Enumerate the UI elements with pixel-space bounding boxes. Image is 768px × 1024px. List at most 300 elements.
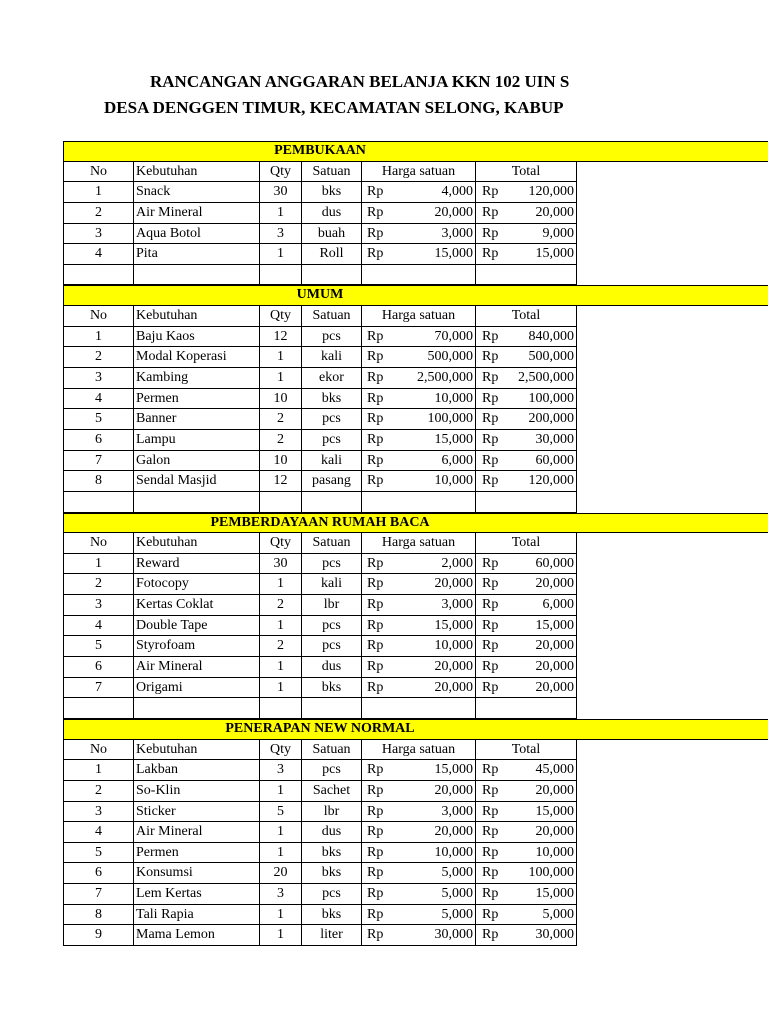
currency-cell[interactable]: Rp [475, 678, 501, 699]
unit-price-cell[interactable]: 100,000 [387, 409, 475, 430]
item-unit-cell[interactable]: ekor [301, 368, 361, 389]
total-cell[interactable]: 20,000 [501, 574, 577, 595]
currency-cell[interactable]: Rp [361, 884, 387, 905]
unit-price-cell[interactable]: 30,000 [387, 925, 475, 946]
header-kebutuhan: Kebutuhan [133, 533, 259, 554]
unit-price-cell[interactable]: 500,000 [387, 347, 475, 368]
section-header-row [63, 719, 768, 740]
table-row [63, 451, 768, 472]
currency-cell[interactable]: Rp [475, 182, 501, 203]
item-number-cell[interactable]: 3 [63, 224, 133, 245]
empty-cell[interactable] [361, 492, 475, 513]
item-number-cell[interactable]: 2 [63, 347, 133, 368]
item-qty-cell[interactable]: 3 [259, 224, 301, 245]
item-name-cell[interactable]: Permen [133, 389, 259, 410]
item-qty-cell[interactable]: 1 [259, 347, 301, 368]
total-cell[interactable]: 15,000 [501, 244, 577, 265]
item-qty-cell[interactable]: 2 [259, 636, 301, 657]
header-kebutuhan: Kebutuhan [133, 162, 259, 183]
item-unit-cell[interactable]: bks [301, 843, 361, 864]
item-qty-cell[interactable]: 2 [259, 409, 301, 430]
total-cell[interactable]: 20,000 [501, 822, 577, 843]
header-qty: Qty [259, 306, 301, 327]
item-unit-cell[interactable]: bks [301, 863, 361, 884]
item-qty-cell[interactable]: 1 [259, 822, 301, 843]
total-cell[interactable]: 200,000 [501, 409, 577, 430]
item-qty-cell[interactable]: 3 [259, 760, 301, 781]
currency-cell[interactable]: Rp [475, 430, 501, 451]
currency-cell[interactable]: Rp [361, 595, 387, 616]
unit-price-cell[interactable]: 10,000 [387, 843, 475, 864]
header-harga-satuan: Harga satuan [361, 533, 475, 554]
item-unit-cell[interactable]: pcs [301, 409, 361, 430]
currency-cell[interactable]: Rp [475, 843, 501, 864]
item-number-cell[interactable]: 4 [63, 389, 133, 410]
section-header-row [63, 141, 768, 162]
item-qty-cell[interactable]: 1 [259, 203, 301, 224]
empty-cell[interactable] [301, 492, 361, 513]
item-name-cell[interactable]: Double Tape [133, 616, 259, 637]
total-cell[interactable]: 100,000 [501, 389, 577, 410]
header-total: Total [475, 533, 577, 554]
item-unit-cell[interactable]: pcs [301, 554, 361, 575]
table-row [63, 616, 768, 637]
unit-price-cell[interactable]: 3,000 [387, 224, 475, 245]
total-cell[interactable]: 20,000 [501, 657, 577, 678]
document-subtitle: DESA DENGGEN TIMUR, KECAMATAN SELONG, KABUP [104, 98, 564, 117]
item-qty-cell[interactable]: 30 [259, 182, 301, 203]
item-unit-cell[interactable]: lbr [301, 595, 361, 616]
empty-cell[interactable] [475, 265, 577, 286]
currency-cell[interactable]: Rp [475, 616, 501, 637]
item-qty-cell[interactable]: 1 [259, 574, 301, 595]
table-row [63, 802, 768, 823]
currency-cell[interactable]: Rp [475, 347, 501, 368]
blank-row [63, 492, 768, 513]
item-number-cell[interactable]: 7 [63, 678, 133, 699]
unit-price-cell[interactable]: 2,000 [387, 554, 475, 575]
currency-cell[interactable]: Rp [475, 554, 501, 575]
item-name-cell[interactable]: Air Mineral [133, 822, 259, 843]
item-number-cell[interactable]: 1 [63, 327, 133, 348]
header-qty: Qty [259, 740, 301, 761]
currency-cell[interactable]: Rp [361, 678, 387, 699]
item-name-cell[interactable]: Aqua Botol [133, 224, 259, 245]
currency-cell[interactable]: Rp [361, 822, 387, 843]
section-title: UMUM [296, 287, 344, 303]
empty-cell[interactable] [301, 698, 361, 719]
item-unit-cell[interactable]: Sachet [301, 781, 361, 802]
currency-cell[interactable]: Rp [475, 595, 501, 616]
currency-cell[interactable]: Rp [361, 327, 387, 348]
item-unit-cell[interactable]: bks [301, 182, 361, 203]
item-number-cell[interactable]: 6 [63, 657, 133, 678]
empty-cell[interactable] [301, 265, 361, 286]
header-kebutuhan: Kebutuhan [133, 306, 259, 327]
item-name-cell[interactable]: Lakban [133, 760, 259, 781]
item-number-cell[interactable]: 3 [63, 802, 133, 823]
item-name-cell[interactable]: Mama Lemon [133, 925, 259, 946]
item-number-cell[interactable]: 3 [63, 595, 133, 616]
section-header-row [63, 513, 768, 534]
total-cell[interactable]: 120,000 [501, 471, 577, 492]
header-harga-satuan: Harga satuan [361, 162, 475, 183]
empty-cell[interactable] [133, 265, 259, 286]
currency-cell[interactable]: Rp [475, 925, 501, 946]
total-cell[interactable]: 20,000 [501, 678, 577, 699]
table-row [63, 368, 768, 389]
table-row [63, 203, 768, 224]
header-no: No [63, 740, 133, 761]
table-row [63, 574, 768, 595]
table-row [63, 554, 768, 575]
table-row [63, 905, 768, 926]
unit-price-cell[interactable]: 20,000 [387, 678, 475, 699]
item-number-cell[interactable]: 1 [63, 182, 133, 203]
item-number-cell[interactable]: 4 [63, 822, 133, 843]
unit-price-cell[interactable]: 6,000 [387, 451, 475, 472]
total-cell[interactable]: 500,000 [501, 347, 577, 368]
item-name-cell[interactable]: Kertas Coklat [133, 595, 259, 616]
item-name-cell[interactable]: Permen [133, 843, 259, 864]
item-number-cell[interactable]: 1 [63, 554, 133, 575]
table-row [63, 347, 768, 368]
currency-cell[interactable]: Rp [361, 347, 387, 368]
unit-price-cell[interactable]: 20,000 [387, 781, 475, 802]
currency-cell[interactable]: Rp [361, 802, 387, 823]
item-qty-cell[interactable]: 1 [259, 678, 301, 699]
currency-cell[interactable]: Rp [475, 224, 501, 245]
header-qty: Qty [259, 162, 301, 183]
unit-price-cell[interactable]: 20,000 [387, 203, 475, 224]
item-qty-cell[interactable]: 30 [259, 554, 301, 575]
header-no: No [63, 306, 133, 327]
unit-price-cell[interactable]: 20,000 [387, 822, 475, 843]
unit-price-cell[interactable]: 70,000 [387, 327, 475, 348]
item-name-cell[interactable]: Reward [133, 554, 259, 575]
item-number-cell[interactable]: 8 [63, 905, 133, 926]
item-qty-cell[interactable]: 1 [259, 657, 301, 678]
empty-cell[interactable] [63, 698, 133, 719]
column-header-row [63, 306, 768, 327]
item-number-cell[interactable]: 2 [63, 203, 133, 224]
total-cell[interactable]: 9,000 [501, 224, 577, 245]
item-unit-cell[interactable]: bks [301, 678, 361, 699]
header-satuan: Satuan [301, 533, 361, 554]
unit-price-cell[interactable]: 2,500,000 [387, 368, 475, 389]
empty-cell[interactable] [63, 265, 133, 286]
table-row [63, 843, 768, 864]
currency-cell[interactable]: Rp [361, 368, 387, 389]
item-qty-cell[interactable]: 12 [259, 471, 301, 492]
currency-cell[interactable]: Rp [475, 327, 501, 348]
currency-cell[interactable]: Rp [475, 471, 501, 492]
item-qty-cell[interactable]: 1 [259, 368, 301, 389]
table-row [63, 657, 768, 678]
item-qty-cell[interactable]: 1 [259, 905, 301, 926]
header-total: Total [475, 306, 577, 327]
item-number-cell[interactable]: 3 [63, 368, 133, 389]
currency-cell[interactable]: Rp [361, 574, 387, 595]
item-unit-cell[interactable]: bks [301, 905, 361, 926]
item-qty-cell[interactable]: 2 [259, 430, 301, 451]
currency-cell[interactable]: Rp [361, 905, 387, 926]
item-unit-cell[interactable]: pcs [301, 884, 361, 905]
currency-cell[interactable]: Rp [361, 616, 387, 637]
item-name-cell[interactable]: Baju Kaos [133, 327, 259, 348]
empty-cell[interactable] [475, 698, 577, 719]
item-unit-cell[interactable]: liter [301, 925, 361, 946]
table-row [63, 430, 768, 451]
item-qty-cell[interactable]: 1 [259, 244, 301, 265]
unit-price-cell[interactable]: 5,000 [387, 863, 475, 884]
total-cell[interactable]: 15,000 [501, 802, 577, 823]
empty-cell[interactable] [133, 492, 259, 513]
empty-cell[interactable] [475, 492, 577, 513]
item-unit-cell[interactable]: Roll [301, 244, 361, 265]
header-harga-satuan: Harga satuan [361, 740, 475, 761]
item-name-cell[interactable]: Origami [133, 678, 259, 699]
currency-cell[interactable]: Rp [361, 451, 387, 472]
item-number-cell[interactable]: 1 [63, 760, 133, 781]
item-qty-cell[interactable]: 1 [259, 925, 301, 946]
item-number-cell[interactable]: 6 [63, 863, 133, 884]
item-name-cell[interactable]: Sticker [133, 802, 259, 823]
item-qty-cell[interactable]: 1 [259, 843, 301, 864]
item-name-cell[interactable]: Modal Koperasi [133, 347, 259, 368]
total-cell[interactable]: 100,000 [501, 863, 577, 884]
item-unit-cell[interactable]: dus [301, 657, 361, 678]
item-name-cell[interactable]: Pita [133, 244, 259, 265]
item-number-cell[interactable]: 2 [63, 781, 133, 802]
table-row [63, 678, 768, 699]
item-qty-cell[interactable]: 1 [259, 616, 301, 637]
table-row [63, 409, 768, 430]
item-name-cell[interactable]: Konsumsi [133, 863, 259, 884]
currency-cell[interactable]: Rp [475, 451, 501, 472]
item-name-cell[interactable]: Galon [133, 451, 259, 472]
unit-price-cell[interactable]: 3,000 [387, 595, 475, 616]
item-name-cell[interactable]: Lem Kertas [133, 884, 259, 905]
unit-price-cell[interactable]: 20,000 [387, 657, 475, 678]
empty-cell[interactable] [259, 265, 301, 286]
header-satuan: Satuan [301, 306, 361, 327]
item-qty-cell[interactable]: 10 [259, 451, 301, 472]
header-no: No [63, 533, 133, 554]
unit-price-cell[interactable]: 5,000 [387, 884, 475, 905]
item-number-cell[interactable]: 5 [63, 843, 133, 864]
blank-row [63, 265, 768, 286]
currency-cell[interactable]: Rp [475, 244, 501, 265]
item-unit-cell[interactable]: dus [301, 822, 361, 843]
total-cell[interactable]: 30,000 [501, 430, 577, 451]
header-satuan: Satuan [301, 162, 361, 183]
unit-price-cell[interactable]: 15,000 [387, 616, 475, 637]
item-name-cell[interactable]: Lampu [133, 430, 259, 451]
item-number-cell[interactable]: 7 [63, 451, 133, 472]
column-header-row [63, 533, 768, 554]
currency-cell[interactable]: Rp [361, 430, 387, 451]
item-unit-cell[interactable]: kali [301, 451, 361, 472]
item-unit-cell[interactable]: kali [301, 347, 361, 368]
unit-price-cell[interactable]: 4,000 [387, 182, 475, 203]
item-qty-cell[interactable]: 5 [259, 802, 301, 823]
item-unit-cell[interactable]: pcs [301, 616, 361, 637]
total-cell[interactable]: 2,500,000 [501, 368, 577, 389]
table-row [63, 863, 768, 884]
table-row [63, 244, 768, 265]
item-qty-cell[interactable]: 12 [259, 327, 301, 348]
item-unit-cell[interactable]: bks [301, 389, 361, 410]
header-harga-satuan: Harga satuan [361, 306, 475, 327]
currency-cell[interactable]: Rp [361, 409, 387, 430]
total-cell[interactable]: 60,000 [501, 451, 577, 472]
empty-cell[interactable] [63, 492, 133, 513]
unit-price-cell[interactable]: 15,000 [387, 760, 475, 781]
item-name-cell[interactable]: So-Klin [133, 781, 259, 802]
currency-cell[interactable]: Rp [361, 389, 387, 410]
unit-price-cell[interactable]: 10,000 [387, 389, 475, 410]
currency-cell[interactable]: Rp [475, 905, 501, 926]
item-qty-cell[interactable]: 2 [259, 595, 301, 616]
currency-cell[interactable]: Rp [475, 822, 501, 843]
empty-cell[interactable] [361, 265, 475, 286]
item-number-cell[interactable]: 7 [63, 884, 133, 905]
item-unit-cell[interactable]: kali [301, 574, 361, 595]
total-cell[interactable]: 15,000 [501, 616, 577, 637]
total-cell[interactable]: 5,000 [501, 905, 577, 926]
item-name-cell[interactable]: Banner [133, 409, 259, 430]
item-number-cell[interactable]: 6 [63, 430, 133, 451]
table-row [63, 760, 768, 781]
currency-cell[interactable]: Rp [361, 760, 387, 781]
empty-cell[interactable] [259, 492, 301, 513]
item-number-cell[interactable]: 5 [63, 409, 133, 430]
item-number-cell[interactable]: 8 [63, 471, 133, 492]
item-name-cell[interactable]: Sendal Masjid [133, 471, 259, 492]
item-name-cell[interactable]: Air Mineral [133, 203, 259, 224]
currency-cell[interactable]: Rp [475, 203, 501, 224]
currency-cell[interactable]: Rp [361, 203, 387, 224]
total-cell[interactable]: 6,000 [501, 595, 577, 616]
total-cell[interactable]: 15,000 [501, 884, 577, 905]
unit-price-cell[interactable]: 15,000 [387, 430, 475, 451]
total-cell[interactable]: 60,000 [501, 554, 577, 575]
table-row [63, 327, 768, 348]
total-cell[interactable]: 20,000 [501, 636, 577, 657]
item-number-cell[interactable]: 9 [63, 925, 133, 946]
currency-cell[interactable]: Rp [475, 884, 501, 905]
item-name-cell[interactable]: Air Mineral [133, 657, 259, 678]
currency-cell[interactable]: Rp [475, 657, 501, 678]
item-number-cell[interactable]: 5 [63, 636, 133, 657]
currency-cell[interactable]: Rp [475, 574, 501, 595]
currency-cell[interactable]: Rp [361, 863, 387, 884]
currency-cell[interactable]: Rp [361, 843, 387, 864]
table-row [63, 636, 768, 657]
currency-cell[interactable]: Rp [475, 409, 501, 430]
total-cell[interactable]: 45,000 [501, 760, 577, 781]
item-unit-cell[interactable]: pcs [301, 327, 361, 348]
section-header-row [63, 285, 768, 306]
item-unit-cell[interactable]: pasang [301, 471, 361, 492]
item-name-cell[interactable]: Fotocopy [133, 574, 259, 595]
item-name-cell[interactable]: Tali Rapia [133, 905, 259, 926]
header-qty: Qty [259, 533, 301, 554]
currency-cell[interactable]: Rp [475, 781, 501, 802]
item-qty-cell[interactable]: 10 [259, 389, 301, 410]
currency-cell[interactable]: Rp [475, 802, 501, 823]
item-name-cell[interactable]: Snack [133, 182, 259, 203]
currency-cell[interactable]: Rp [475, 760, 501, 781]
table-row [63, 884, 768, 905]
item-qty-cell[interactable]: 1 [259, 781, 301, 802]
currency-cell[interactable]: Rp [475, 368, 501, 389]
item-name-cell[interactable]: Kambing [133, 368, 259, 389]
item-number-cell[interactable]: 4 [63, 244, 133, 265]
currency-cell[interactable]: Rp [361, 244, 387, 265]
currency-cell[interactable]: Rp [361, 657, 387, 678]
currency-cell[interactable]: Rp [361, 554, 387, 575]
total-cell[interactable]: 840,000 [501, 327, 577, 348]
item-unit-cell[interactable]: pcs [301, 636, 361, 657]
currency-cell[interactable]: Rp [361, 471, 387, 492]
budget-spreadsheet [63, 141, 768, 946]
item-unit-cell[interactable]: pcs [301, 760, 361, 781]
unit-price-cell[interactable]: 15,000 [387, 244, 475, 265]
currency-cell[interactable]: Rp [475, 863, 501, 884]
blank-row [63, 698, 768, 719]
total-cell[interactable]: 120,000 [501, 182, 577, 203]
column-header-row [63, 162, 768, 183]
total-cell[interactable]: 10,000 [501, 843, 577, 864]
item-unit-cell[interactable]: lbr [301, 802, 361, 823]
unit-price-cell[interactable]: 10,000 [387, 636, 475, 657]
item-unit-cell[interactable]: pcs [301, 430, 361, 451]
item-qty-cell[interactable]: 3 [259, 884, 301, 905]
empty-cell[interactable] [133, 698, 259, 719]
table-row [63, 389, 768, 410]
table-row [63, 595, 768, 616]
currency-cell[interactable]: Rp [361, 224, 387, 245]
currency-cell[interactable]: Rp [361, 182, 387, 203]
item-number-cell[interactable]: 2 [63, 574, 133, 595]
item-unit-cell[interactable]: buah [301, 224, 361, 245]
unit-price-cell[interactable]: 3,000 [387, 802, 475, 823]
table-row [63, 224, 768, 245]
item-name-cell[interactable]: Styrofoam [133, 636, 259, 657]
item-unit-cell[interactable]: dus [301, 203, 361, 224]
item-number-cell[interactable]: 4 [63, 616, 133, 637]
total-cell[interactable]: 20,000 [501, 203, 577, 224]
item-qty-cell[interactable]: 20 [259, 863, 301, 884]
section-title: PEMBUKAAN [274, 143, 366, 158]
section-title: PEMBERDAYAAN RUMAH BACA [210, 514, 430, 530]
currency-cell[interactable]: Rp [475, 636, 501, 657]
unit-price-cell[interactable]: 5,000 [387, 905, 475, 926]
total-cell[interactable]: 30,000 [501, 925, 577, 946]
unit-price-cell[interactable]: 20,000 [387, 574, 475, 595]
currency-cell[interactable]: Rp [361, 781, 387, 802]
document-title: RANCANGAN ANGGARAN BELANJA KKN 102 UIN S [150, 72, 570, 91]
currency-cell[interactable]: Rp [475, 389, 501, 410]
unit-price-cell[interactable]: 10,000 [387, 471, 475, 492]
currency-cell[interactable]: Rp [361, 636, 387, 657]
empty-cell[interactable] [361, 698, 475, 719]
total-cell[interactable]: 20,000 [501, 781, 577, 802]
empty-cell[interactable] [259, 698, 301, 719]
currency-cell[interactable]: Rp [361, 925, 387, 946]
